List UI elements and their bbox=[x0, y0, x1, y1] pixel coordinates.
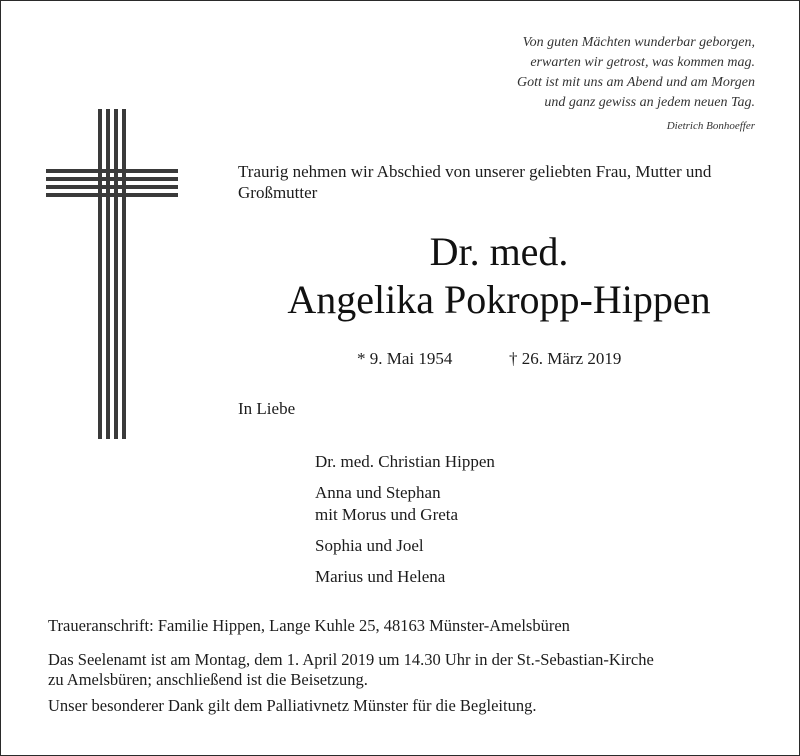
poem-line: erwarten wir getrost, was kommen mag. bbox=[530, 55, 755, 70]
mourners-list bbox=[315, 451, 495, 597]
mourner-name: Marius und Helena bbox=[315, 567, 446, 586]
thanks-text: Unser besonderer Dank gilt dem Palliativnetz Münster für die Begleitung. bbox=[48, 696, 537, 715]
closing-text: In Liebe bbox=[238, 399, 296, 418]
mourner-name: mit Morus und Greta bbox=[315, 505, 459, 524]
service-info bbox=[48, 650, 768, 690]
intro-text: Traurig nehmen wir Abschied von unserer geliebten Frau, Mutter und Großmutter bbox=[238, 162, 712, 202]
mourner-entry bbox=[315, 482, 495, 526]
service-line: zu Amelsbüren; anschließend ist die Beisetzung. bbox=[48, 670, 368, 689]
poem-line: Von guten Mächten wunderbar geborgen, bbox=[522, 35, 755, 50]
service-line: Das Seelenamt ist am Montag, dem 1. April 2019 um 14.30 Uhr in der St.-Sebastian-Kirche bbox=[48, 650, 654, 669]
poem-author: Dietrich Bonhoeffer bbox=[666, 120, 755, 132]
poem-quote bbox=[517, 33, 755, 133]
mourning-address: Traueranschrift: Familie Hippen, Lange Kuhle 25, 48163 Münster-Amelsbüren bbox=[48, 616, 570, 635]
mourner-name: Sophia und Joel bbox=[315, 536, 424, 555]
mourner-entry bbox=[315, 535, 495, 557]
mourner-name: Anna und Stephan bbox=[315, 483, 441, 502]
deceased-name-block bbox=[229, 228, 769, 324]
poem-line: Gott ist mit uns am Abend und am Morgen bbox=[517, 75, 755, 90]
cross-icon bbox=[46, 109, 178, 439]
birth-date: * 9. Mai 1954 bbox=[357, 349, 453, 368]
deceased-title: Dr. med. bbox=[429, 229, 569, 274]
mourner-entry bbox=[315, 451, 495, 473]
deceased-name: Angelika Pokropp-Hippen bbox=[287, 277, 711, 322]
mourner-name: Dr. med. Christian Hippen bbox=[315, 452, 495, 471]
death-date: † 26. März 2019 bbox=[509, 349, 622, 368]
mourner-entry bbox=[315, 566, 495, 588]
poem-line: und ganz gewiss an jedem neuen Tag. bbox=[544, 95, 755, 110]
